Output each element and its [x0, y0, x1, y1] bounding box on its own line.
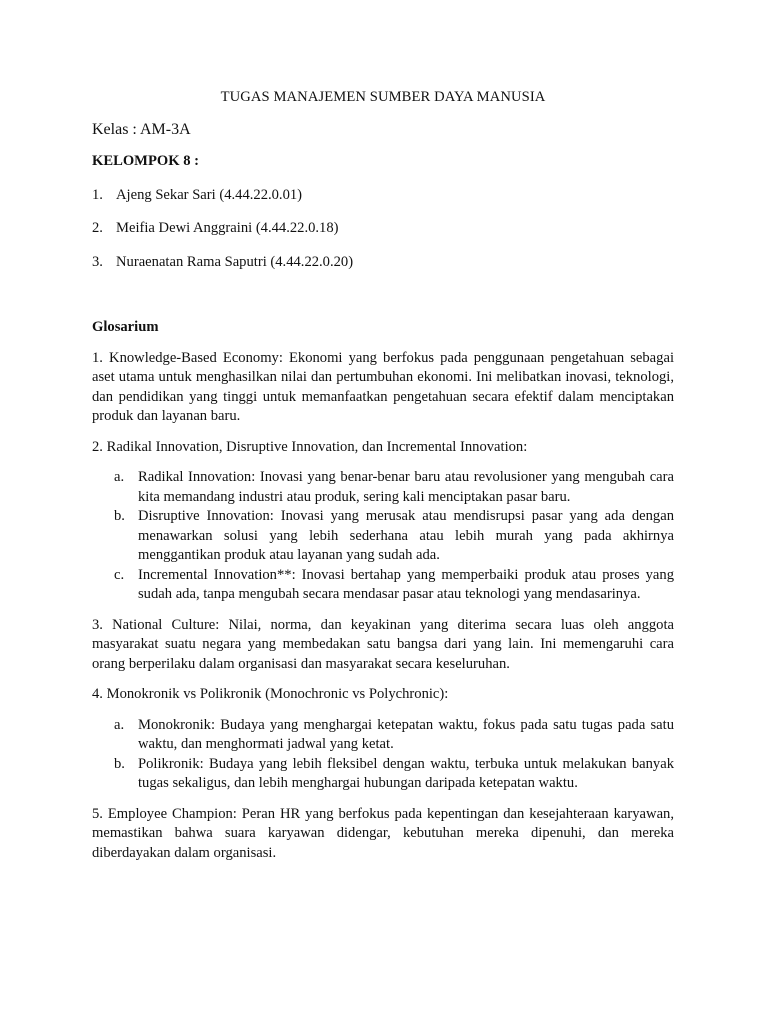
- sub-item: [92, 468, 674, 507]
- sub-item-text: Incremental Innovation**: Inovasi bertahap yang memperbaiki produk atau proses yang sudah ada, tanpa mengubah secara mendasar pasar atau teknologi yang mendasarinya.: [138, 566, 674, 602]
- sub-item-text: Disruptive Innovation: Inovasi yang merusak atau mendisrupsi pasar yang ada dengan menawarkan solusi yang lebih sederhana atau lebih murah yang pada akhirnya menggantikan produk atau layanan yang sudah ada.: [138, 508, 674, 563]
- sub-item-letter: b.: [114, 508, 125, 524]
- member-list: [92, 186, 674, 273]
- class-line: Kelas : AM-3A: [92, 120, 191, 138]
- sub-item: [92, 755, 674, 794]
- glossary-item-4: 4. Monokronik vs Polikronik (Monochronic vs Polychronic):: [92, 686, 449, 702]
- sub-item: [92, 507, 674, 566]
- sub-item-text: Polikronik: Budaya yang lebih fleksibel dengan waktu, terbuka untuk melakukan banyak tugas sekaligus, dan lebih menghargai hubungan daripada ketepatan waktu.: [138, 755, 674, 791]
- member-item: [92, 253, 674, 273]
- glossary-item-5: 5. Employee Champion: Peran HR yang berfokus pada kepentingan dan kesejahteraan karyawan, memastikan bahwa suara karyawan didengar, kebutuhan mereka dipenuhi, dan mereka diberdayakan dalam organisasi.: [92, 805, 674, 861]
- sub-item-text: Monokronik: Budaya yang menghargai ketepatan waktu, fokus pada satu tugas pada satu waktu, dan menghormati jadwal yang ketat.: [138, 716, 674, 752]
- glossary-item-4-sublist: [92, 716, 674, 794]
- glossary-heading: Glosarium: [92, 319, 159, 335]
- sub-item: [92, 716, 674, 755]
- member-name: Nuraenatan Rama Saputri (4.44.22.0.20): [116, 253, 354, 270]
- document-title: TUGAS MANAJEMEN SUMBER DAYA MANUSIA: [220, 89, 546, 105]
- member-name: Meifia Dewi Anggraini (4.44.22.0.18): [116, 220, 339, 236]
- group-heading: KELOMPOK 8 :: [92, 153, 200, 169]
- member-number: 2.: [92, 220, 103, 236]
- glossary-item-2-sublist: [92, 468, 674, 605]
- member-item: [92, 219, 674, 239]
- member-number: 3.: [92, 253, 103, 270]
- member-number: 1.: [92, 186, 103, 203]
- sub-item-letter: a.: [114, 469, 125, 485]
- sub-item-text: Radikal Innovation: Inovasi yang benar-benar baru atau revolusioner yang mengubah cara kita memandang industri atau produk, sering kali menciptakan pasar baru.: [138, 469, 674, 505]
- member-name: Ajeng Sekar Sari (4.44.22.0.01): [116, 186, 303, 203]
- glossary-item-1: 1. Knowledge-Based Economy: Ekonomi yang berfokus pada penggunaan pengetahuan sebagai aset utama untuk menghasilkan nilai dan pertumbuhan ekonomi. Ini melibatkan inovasi, teknologi, dan pendidikan yang tinggi untuk memanfaatkan pengetahuan secara efektif dalam menciptakan produk dan layanan baru.: [92, 349, 674, 424]
- glossary-item-3: 3. National Culture: Nilai, norma, dan keyakinan yang diterima secara luas oleh anggota masyarakat suatu negara yang membedakan satu bangsa dari yang lain. Ini memengaruhi cara orang berperilaku dalam organisasi dan masyarakat secara keseluruhan.: [92, 616, 674, 672]
- sub-item: [92, 566, 674, 605]
- sub-item-letter: a.: [114, 716, 125, 733]
- glossary-item-2: 2. Radikal Innovation, Disruptive Innovation, dan Incremental Innovation:: [92, 438, 528, 455]
- sub-item-letter: c.: [114, 566, 125, 583]
- member-item: [92, 186, 674, 206]
- document-page: [92, 88, 674, 874]
- sub-item-letter: b.: [114, 755, 125, 772]
